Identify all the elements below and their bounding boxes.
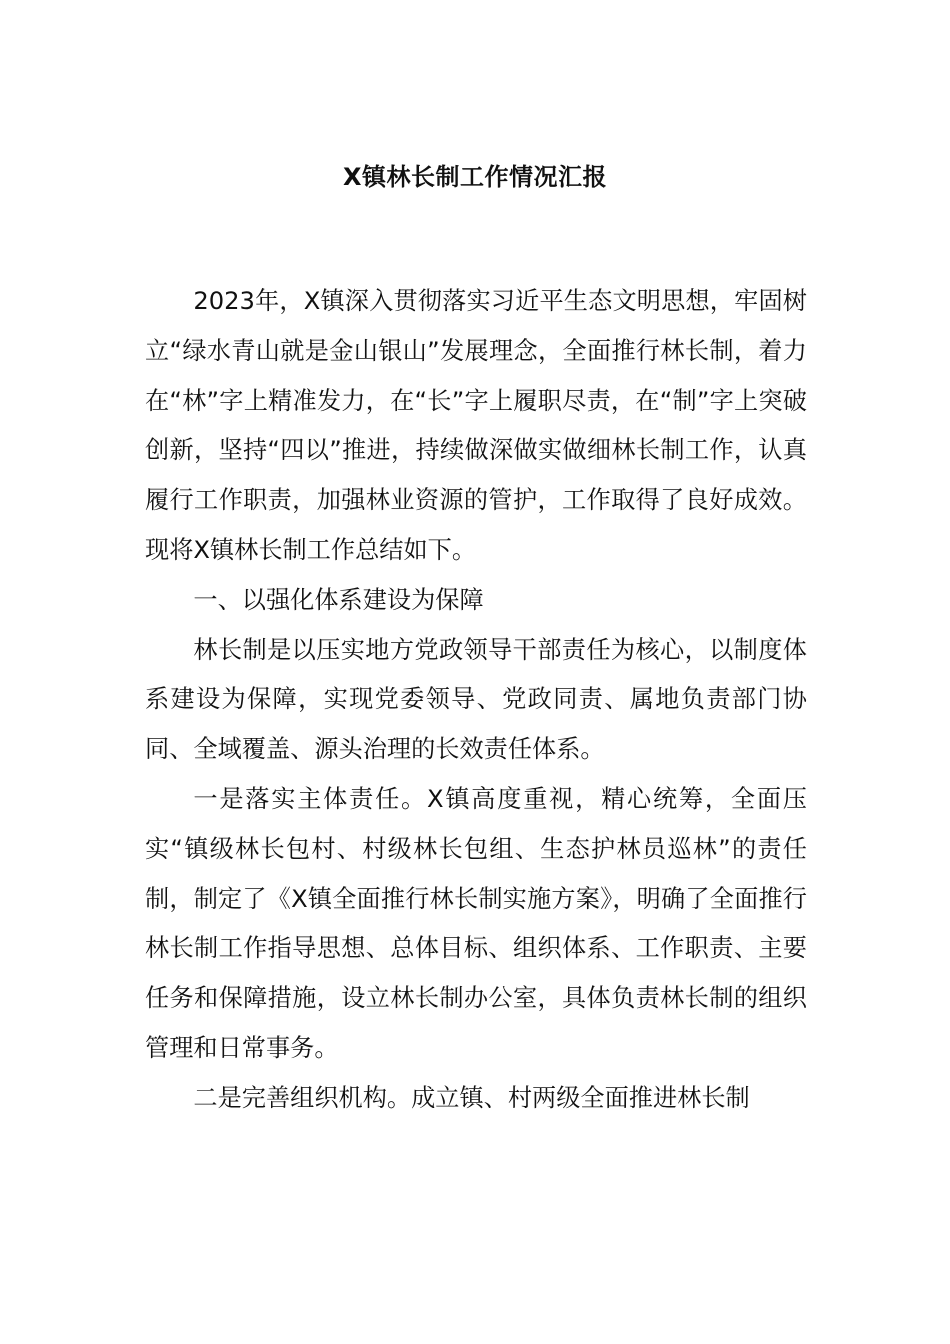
- document-title: X镇林长制工作情况汇报: [342, 163, 607, 191]
- paragraph-forest-chief-system: 林长制是以压实地方党政领导干部责任为核心，以制度体系建设为保障，实现党委领导、党政同责、属地负责部门协同、全域覆盖、源头治理的长效责任体系。: [145, 635, 807, 764]
- document-body: [145, 277, 807, 1124]
- section-heading-1: 一、以强化体系建设为保障: [193, 585, 484, 614]
- paragraph-main-responsibility: 一是落实主体责任。X镇高度重视，精心统筹，全面压实“镇级林长包村、村级林长包组、生态护林员巡林”的责任制，制定了《X镇全面推行林长制实施方案》，明确了全面推行林长制工作指导思想、总体目标、组织体系、工作职责、主要任务和保障措施，设立林长制办公室，具体负责林长制的组织管理和日常事务。: [145, 784, 807, 1062]
- paragraph-intro: 2023年，X镇深入贯彻落实习近平生态文明思想，牢固树立“绿水青山就是金山银山”发展理念，全面推行林长制，着力在“林”字上精准发力，在“长”字上履职尽责，在“制”字上突破创新，坚持“四以”推进，持续做深做实做细林长制工作，认真履行工作职责，加强林业资源的管护，工作取得了良好成效。现将X镇林长制工作总结如下。: [145, 287, 807, 564]
- paragraph-organization: 二是完善组织机构。成立镇、村两级全面推进林长制: [193, 1083, 750, 1112]
